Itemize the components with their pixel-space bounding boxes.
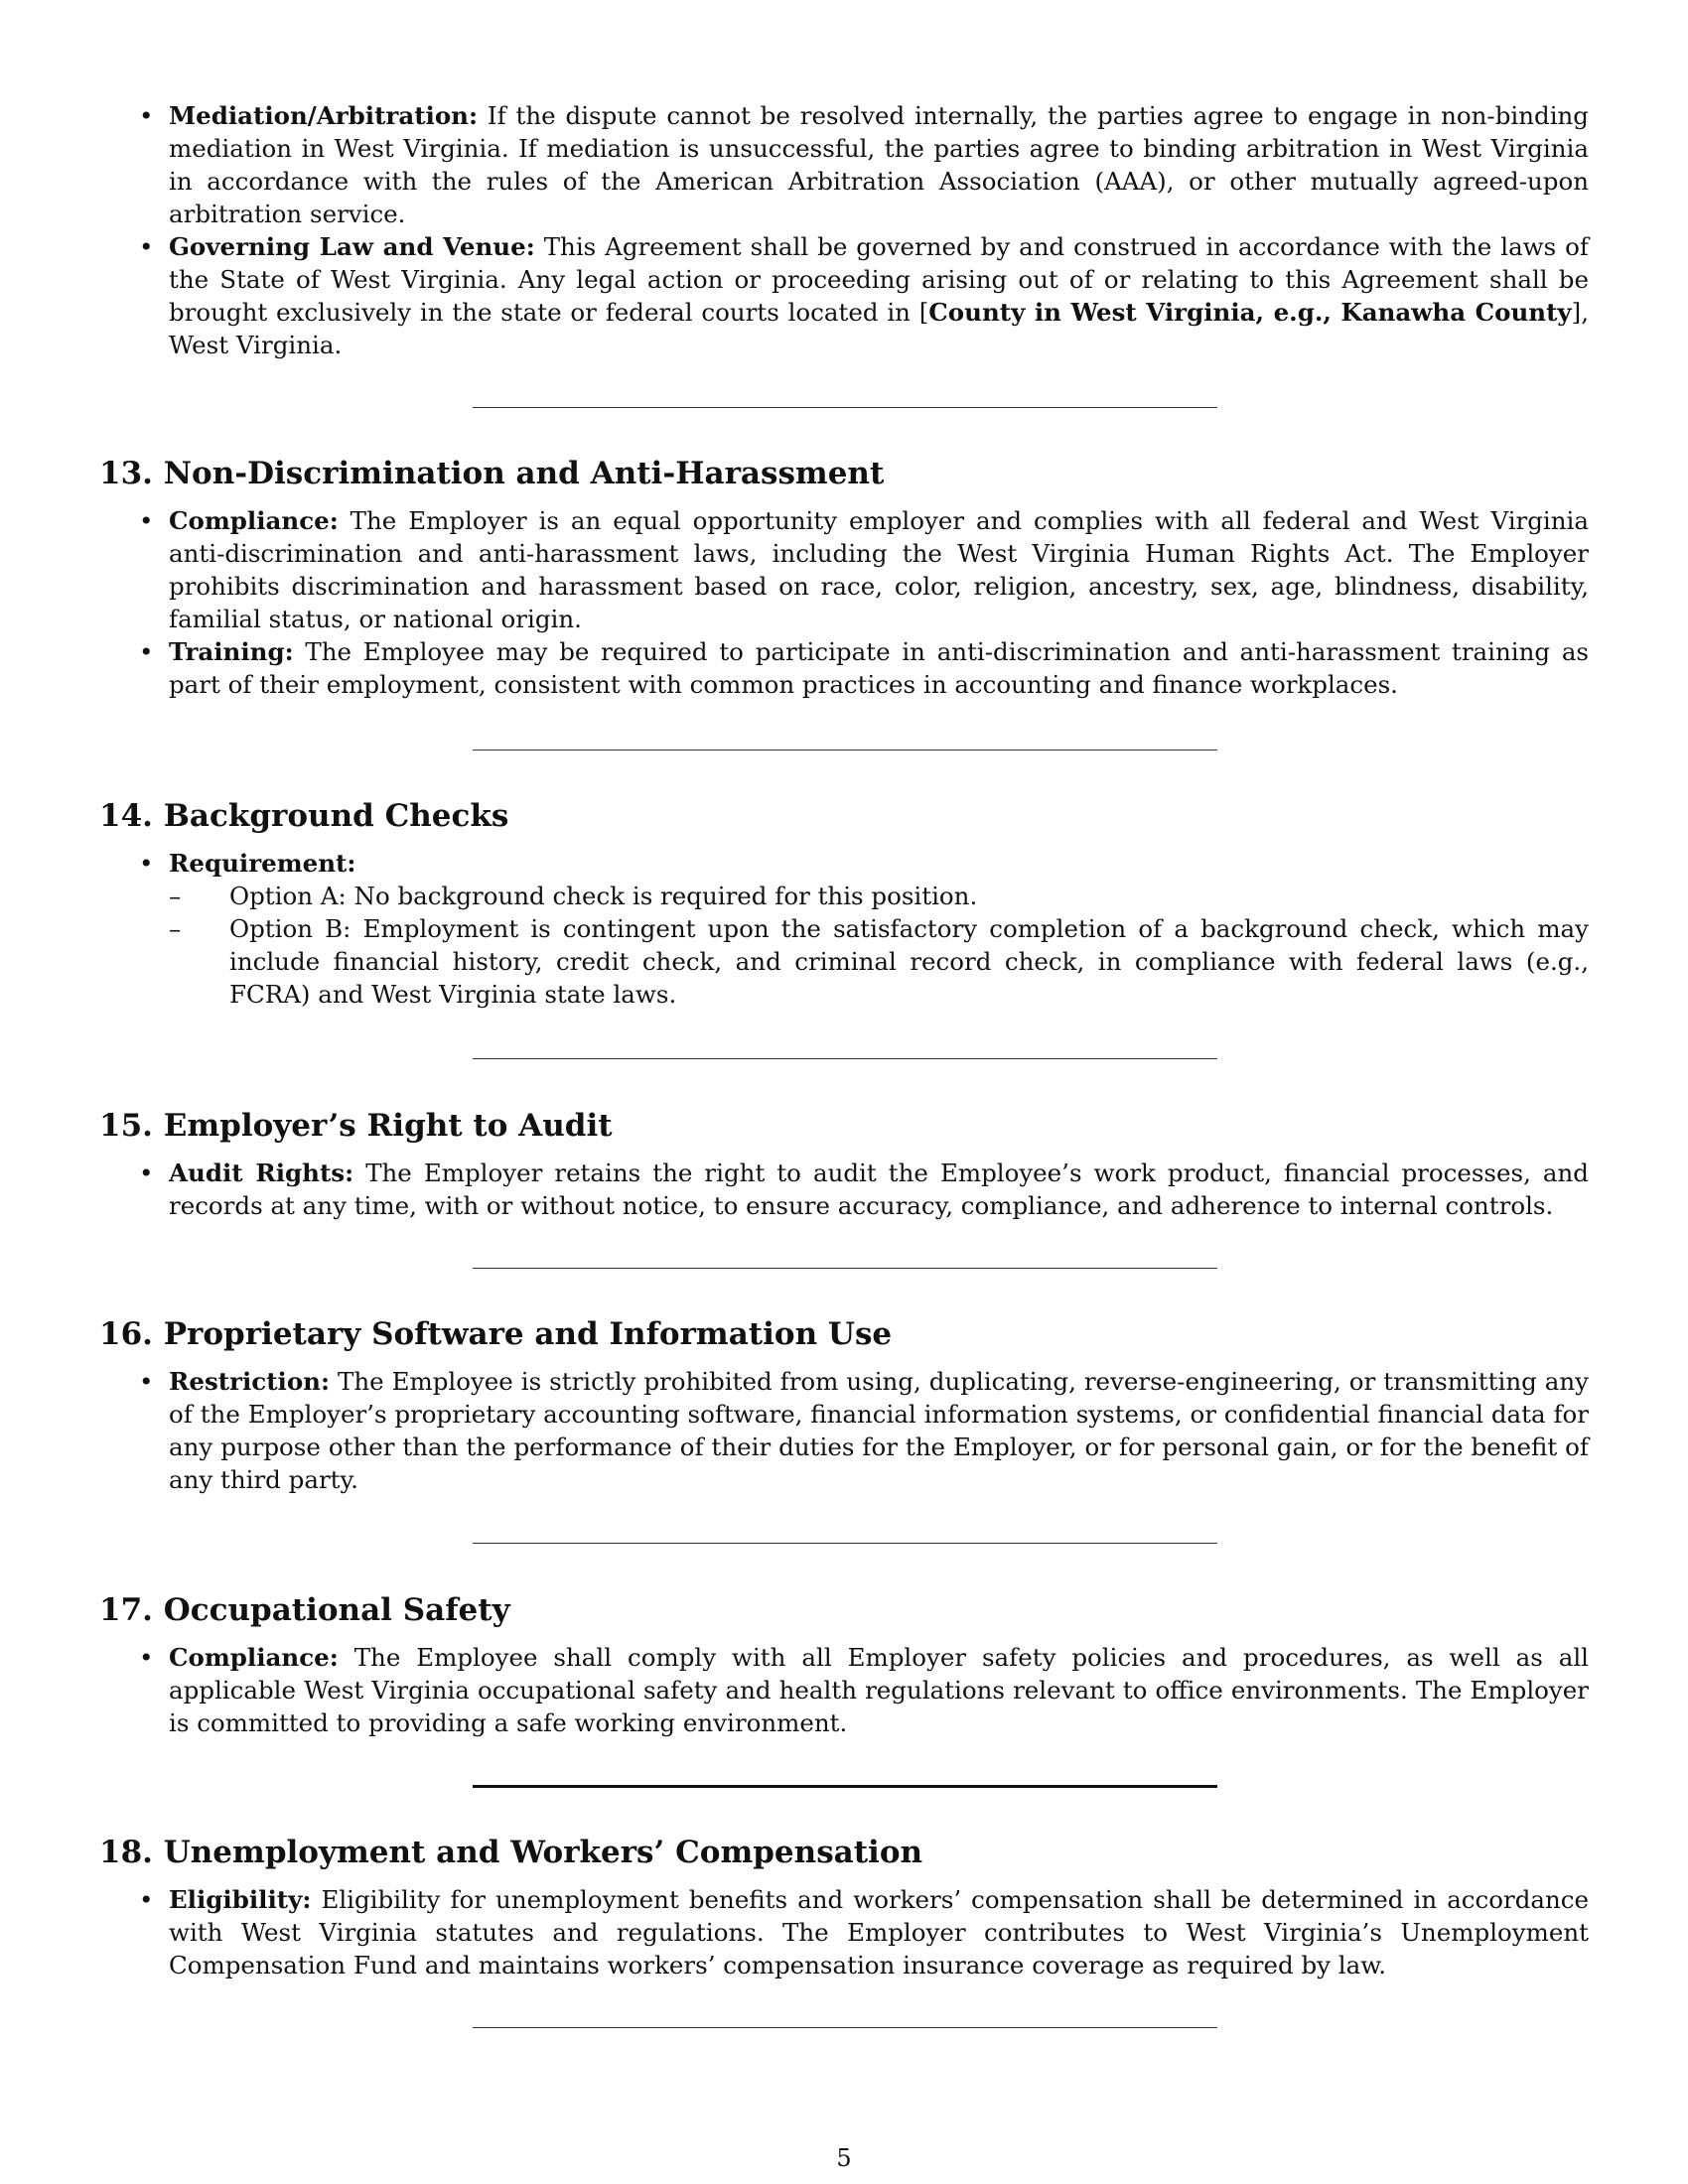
list-item xyxy=(99,504,1589,635)
section-17 xyxy=(99,1591,1589,1739)
section-title: 17. Occupational Safety xyxy=(99,1592,510,1628)
item-label: Eligibility: xyxy=(169,1885,312,1914)
section-title: 16. Proprietary Software and Information Use xyxy=(99,1316,893,1352)
list-item xyxy=(99,1883,1589,1981)
item-text: The Employee may be required to participate in anti-discrimination and anti-harassment training as part of their employment, consistent with common practices in accounting and finance workplaces. xyxy=(169,637,1589,699)
bullet-list xyxy=(99,847,1589,1011)
bullet-list xyxy=(99,1157,1589,1222)
list-item xyxy=(99,1157,1589,1222)
bullet-list xyxy=(99,1365,1589,1496)
item-label: Requirement: xyxy=(169,849,356,878)
item-label: Compliance: xyxy=(169,506,339,535)
list-item xyxy=(99,1365,1589,1496)
section-title: 15. Employer’s Right to Audit xyxy=(99,1108,613,1144)
section-divider xyxy=(473,1058,1217,1059)
item-text: ], West Virginia. xyxy=(169,298,1589,359)
section-14 xyxy=(99,797,1589,1011)
section-13 xyxy=(99,455,1589,701)
section-divider xyxy=(473,407,1217,408)
list-item xyxy=(99,635,1589,701)
section-16 xyxy=(99,1315,1589,1496)
section-divider xyxy=(473,1268,1217,1269)
option-item: – Option A: No background check is required for this position. xyxy=(169,880,1589,912)
item-text: The Employer retains the right to audit the Employee’s work product, financial processes, and records at any time, with or without notice, to ensure accuracy, compliance, and adherence to internal controls. xyxy=(169,1159,1589,1220)
page-number: 5 xyxy=(836,2144,852,2172)
county-placeholder: County in West Virginia, e.g., Kanawha County xyxy=(928,298,1572,327)
item-text: If the dispute cannot be resolved internally, the parties agree to engage in non-binding mediation in West Virginia. If mediation is unsuccessful, the parties agree to binding arbitration in West Virginia in accordance with the rules of the American Arbitration Association (AAA), or other mutually agreed-upon arbitration service. xyxy=(169,101,1589,228)
option-list xyxy=(169,880,1589,1011)
list-item xyxy=(99,1641,1589,1739)
section-divider xyxy=(473,1543,1217,1544)
item-text: This Agreement shall be governed by and construed in accordance with the laws of the State of West Virginia. Any legal action or proceeding arising out of or relating to this Agreement shall be brought exclusively in the state or federal courts located in [ xyxy=(169,232,1589,327)
bullet-list xyxy=(99,99,1589,361)
item-label: Training: xyxy=(169,637,294,666)
list-item xyxy=(99,99,1589,230)
section-15 xyxy=(99,1107,1589,1222)
item-label: Mediation/Arbitration: xyxy=(169,101,479,130)
section-12-continued xyxy=(99,99,1589,361)
item-text: The Employee shall comply with all Employer safety policies and procedures, as well as all applicable West Virginia occupational safety and health regulations relevant to office environments. The Employer is committed to providing a safe working environment. xyxy=(169,1643,1589,1737)
bullet-list xyxy=(99,1641,1589,1739)
list-item xyxy=(99,847,1589,1011)
section-divider xyxy=(473,2027,1217,2028)
bullet-list xyxy=(99,504,1589,701)
section-title: 18. Unemployment and Workers’ Compensation xyxy=(99,1835,923,1870)
option-item: – Option B: Employment is contingent upon the satisfactory completion of a background check, which may include financial history, credit check, and criminal record check, in compliance with federal laws (e.g., FCRA) and West Virginia state laws. xyxy=(169,912,1589,1011)
item-label: Governing Law and Venue: xyxy=(169,232,535,261)
item-text: Eligibility for unemployment benefits and workers’ compensation shall be determined in accordance with West Virginia statutes and regulations. The Employer contributes to West Virginia’s Unemployment Compensation Fund and maintains workers’ compensation insurance coverage as required by law. xyxy=(169,1885,1589,1979)
section-divider xyxy=(473,750,1217,751)
item-text: The Employee is strictly prohibited from using, duplicating, reverse-engineering, or transmitting any of the Employer’s proprietary accounting software, financial information systems, or confidential financial data for any purpose other than the performance of their duties for the Employer, or for personal gain, or for the benefit of any third party. xyxy=(169,1367,1589,1494)
item-text: The Employer is an equal opportunity employer and complies with all federal and West Virginia anti-discrimination and anti-harassment laws, including the West Virginia Human Rights Act. The Employer prohibits discrimination and harassment based on race, color, religion, ancestry, sex, age, blindness, disability, familial status, or national origin. xyxy=(169,506,1589,633)
item-label: Audit Rights: xyxy=(169,1159,354,1187)
list-item xyxy=(99,230,1589,361)
section-title: 14. Background Checks xyxy=(99,798,509,834)
item-label: Compliance: xyxy=(169,1643,339,1672)
section-divider xyxy=(473,1785,1217,1788)
bullet-list xyxy=(99,1883,1589,1981)
item-label: Restriction: xyxy=(169,1367,331,1396)
section-18 xyxy=(99,1834,1589,1981)
section-title: 13. Non-Discrimination and Anti-Harassment xyxy=(99,456,885,491)
